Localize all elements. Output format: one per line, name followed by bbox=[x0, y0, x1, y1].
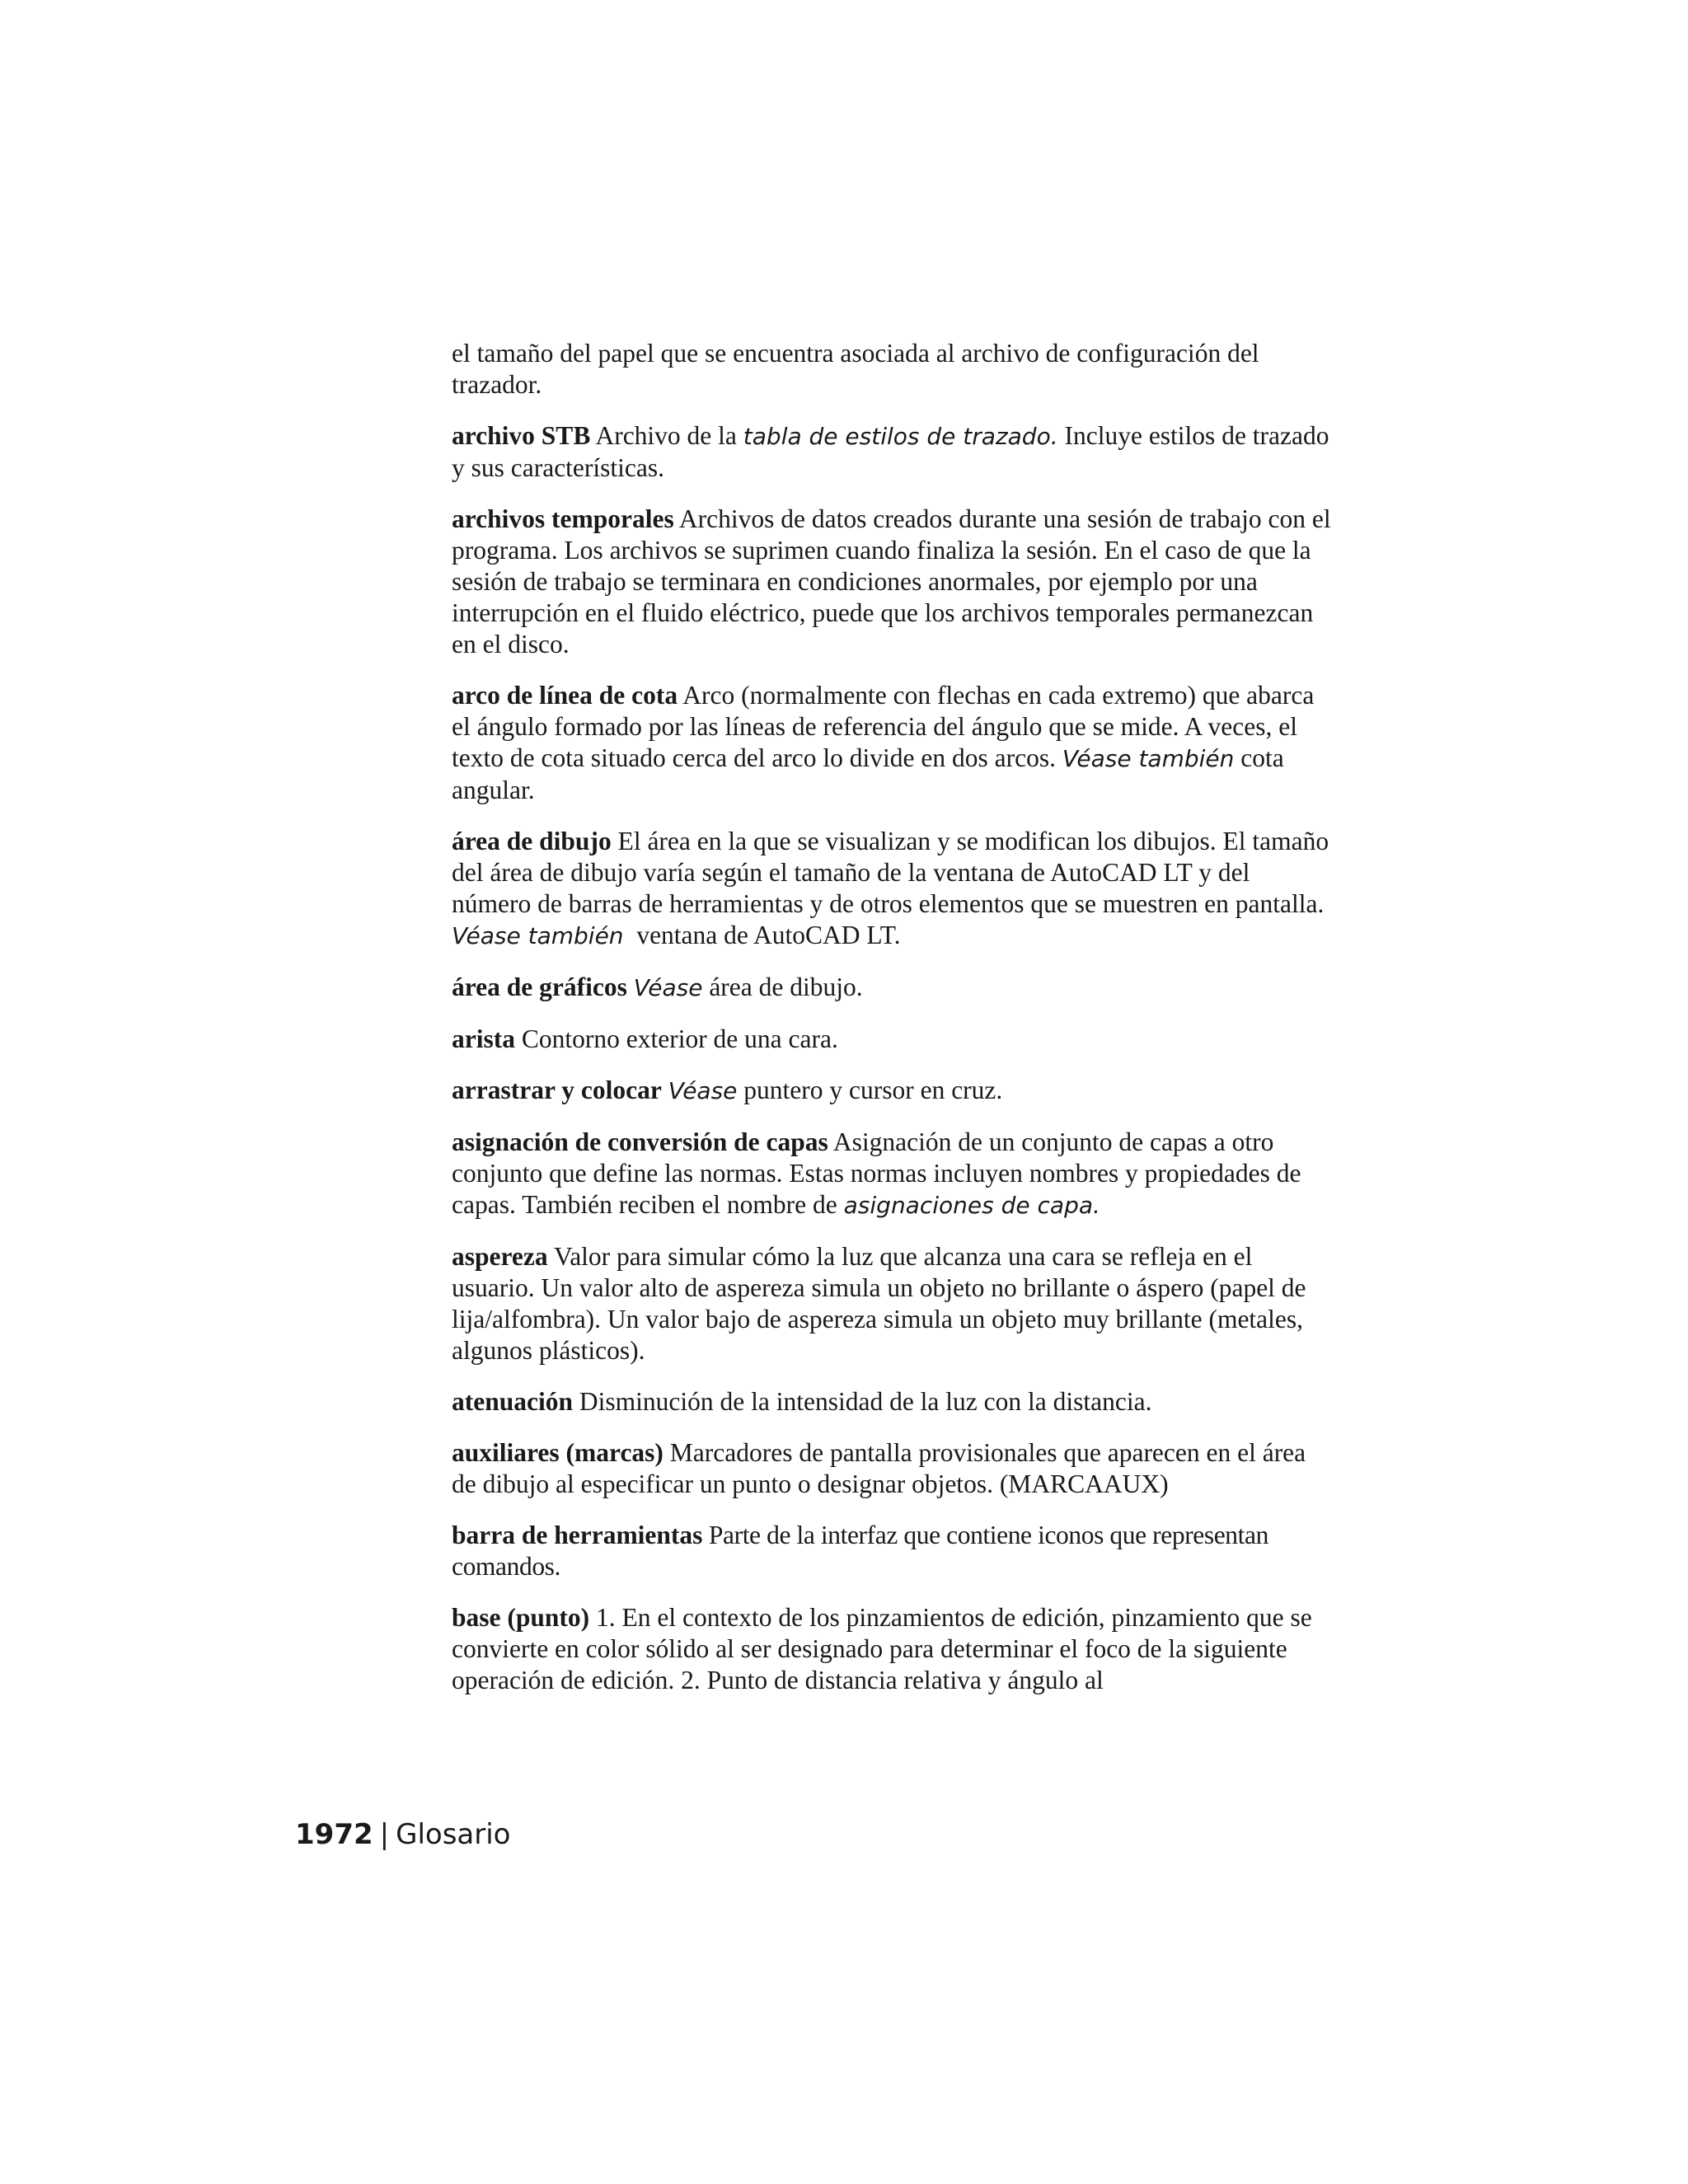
glossary-entry-arista bbox=[452, 1024, 1334, 1055]
entry-italic: tabla de estilos de trazado. bbox=[743, 423, 1058, 450]
glossary-entry-area-de-dibujo bbox=[452, 826, 1334, 952]
glossary-entry-atenuacion bbox=[452, 1386, 1334, 1418]
entry-term: área de gráficos bbox=[452, 972, 627, 1001]
entry-text: puntero y cursor en cruz. bbox=[737, 1076, 1003, 1104]
glossary-entry-continuation bbox=[452, 338, 1334, 401]
section-title: Glosario bbox=[396, 1818, 511, 1851]
entry-term: auxiliares (marcas) bbox=[452, 1438, 663, 1467]
glossary-entry-aspereza bbox=[452, 1241, 1334, 1366]
entry-term: arrastrar y colocar bbox=[452, 1076, 662, 1104]
entry-term: archivo STB bbox=[452, 421, 591, 450]
glossary-entry-base-punto bbox=[452, 1602, 1334, 1696]
entry-text: El área en la que se visualizan y se modifican los dibujos. El tamaño del área de dibujo varía según el tamaño de la ventana de AutoCAD LT y del número de barras de herramientas y de otros elementos que se muestren en pantalla. bbox=[452, 827, 1329, 918]
entry-text: cota angular. bbox=[452, 743, 1284, 804]
entry-italic: Véase también bbox=[452, 922, 624, 949]
entry-text: 1. En el contexto de los pinzamientos de edición, pinzamiento que se convierte en color sólido al ser designado para determinar el foco de la siguiente operación de edición. 2. Punto de distancia relativa y ángulo al bbox=[452, 1603, 1312, 1694]
entry-italic: Véase bbox=[633, 974, 703, 1001]
entry-text: Marcadores de pantalla provisionales que aparecen en el área de dibujo al especificar un punto o designar objetos. (MARCAAUX) bbox=[452, 1438, 1306, 1498]
footer-separator: | bbox=[379, 1818, 390, 1851]
entry-text bbox=[627, 972, 634, 1001]
entry-text: Disminución de la intensidad de la luz con la distancia. bbox=[573, 1387, 1152, 1416]
entry-text: Valor para simular cómo la luz que alcanza una cara se refleja en el usuario. Un valor alto de aspereza simula un objeto no brillante o áspero (papel de lija/alfombra). Un valor bajo de aspereza simula un objeto muy brillante (metales, algunos plásticos). bbox=[452, 1242, 1306, 1365]
entry-term: asignación de conversión de capas bbox=[452, 1127, 828, 1156]
entry-text bbox=[662, 1076, 668, 1104]
entry-term: base (punto) bbox=[452, 1603, 590, 1632]
glossary-entry-asignacion-de-conversion-de-capas bbox=[452, 1127, 1334, 1221]
glossary-body bbox=[452, 338, 1334, 1716]
entry-italic: asignaciones de capa. bbox=[843, 1192, 1100, 1219]
entry-term: archivos temporales bbox=[452, 504, 674, 533]
glossary-entry-auxiliares-marcas bbox=[452, 1437, 1334, 1500]
entry-italic: Véase también bbox=[1062, 745, 1235, 772]
entry-text: Archivo de la bbox=[590, 421, 743, 450]
page-footer bbox=[295, 1818, 510, 1851]
entry-text: el tamaño del papel que se encuentra asociada al archivo de configuración del trazador. bbox=[452, 339, 1259, 399]
entry-text: Asignación de un conjunto de capas a otro conjunto que define las normas. Estas normas incluyen nombres y propiedades de capas. También reciben el nombre de bbox=[452, 1127, 1301, 1219]
entry-term: arista bbox=[452, 1024, 515, 1053]
entry-text: Parte de la interfaz que contiene iconos que representan comandos. bbox=[452, 1521, 1268, 1581]
glossary-entry-arrastrar-y-colocar bbox=[452, 1075, 1334, 1107]
entry-term: arco de línea de cota bbox=[452, 681, 678, 710]
glossary-entry-archivo-stb bbox=[452, 420, 1334, 484]
glossary-entry-arco-de-linea-de-cota bbox=[452, 680, 1334, 806]
entry-text: Incluye estilos de trazado y sus características. bbox=[452, 421, 1329, 482]
entry-text: Arco (normalmente con flechas en cada extremo) que abarca el ángulo formado por las líneas de referencia del ángulo que se mide. A veces, el texto de cota situado cerca del arco lo divide en dos arcos. bbox=[452, 681, 1315, 772]
entry-term: aspereza bbox=[452, 1242, 548, 1271]
entry-text: área de dibujo. bbox=[702, 972, 863, 1001]
entry-term: atenuación bbox=[452, 1387, 574, 1416]
entry-term: área de dibujo bbox=[452, 827, 612, 855]
glossary-entry-barra-de-herramientas bbox=[452, 1520, 1334, 1582]
entry-text: Contorno exterior de una cara. bbox=[514, 1024, 838, 1053]
glossary-entry-area-de-graficos bbox=[452, 972, 1334, 1004]
entry-italic: Véase bbox=[668, 1077, 738, 1104]
entry-text: ventana de AutoCAD LT. bbox=[623, 921, 901, 949]
entry-term: barra de herramientas bbox=[452, 1521, 703, 1549]
entry-text: Archivos de datos creados durante una sesión de trabajo con el programa. Los archivos se suprimen cuando finaliza la sesión. En el caso de que la sesión de trabajo se terminara en condiciones anormales, por ejemplo por una interrupción en el fluido eléctrico, puede que los archivos temporales permanezcan en el disco. bbox=[452, 504, 1331, 658]
page-number: 1972 bbox=[295, 1818, 373, 1851]
glossary-entry-archivos-temporales bbox=[452, 504, 1334, 660]
